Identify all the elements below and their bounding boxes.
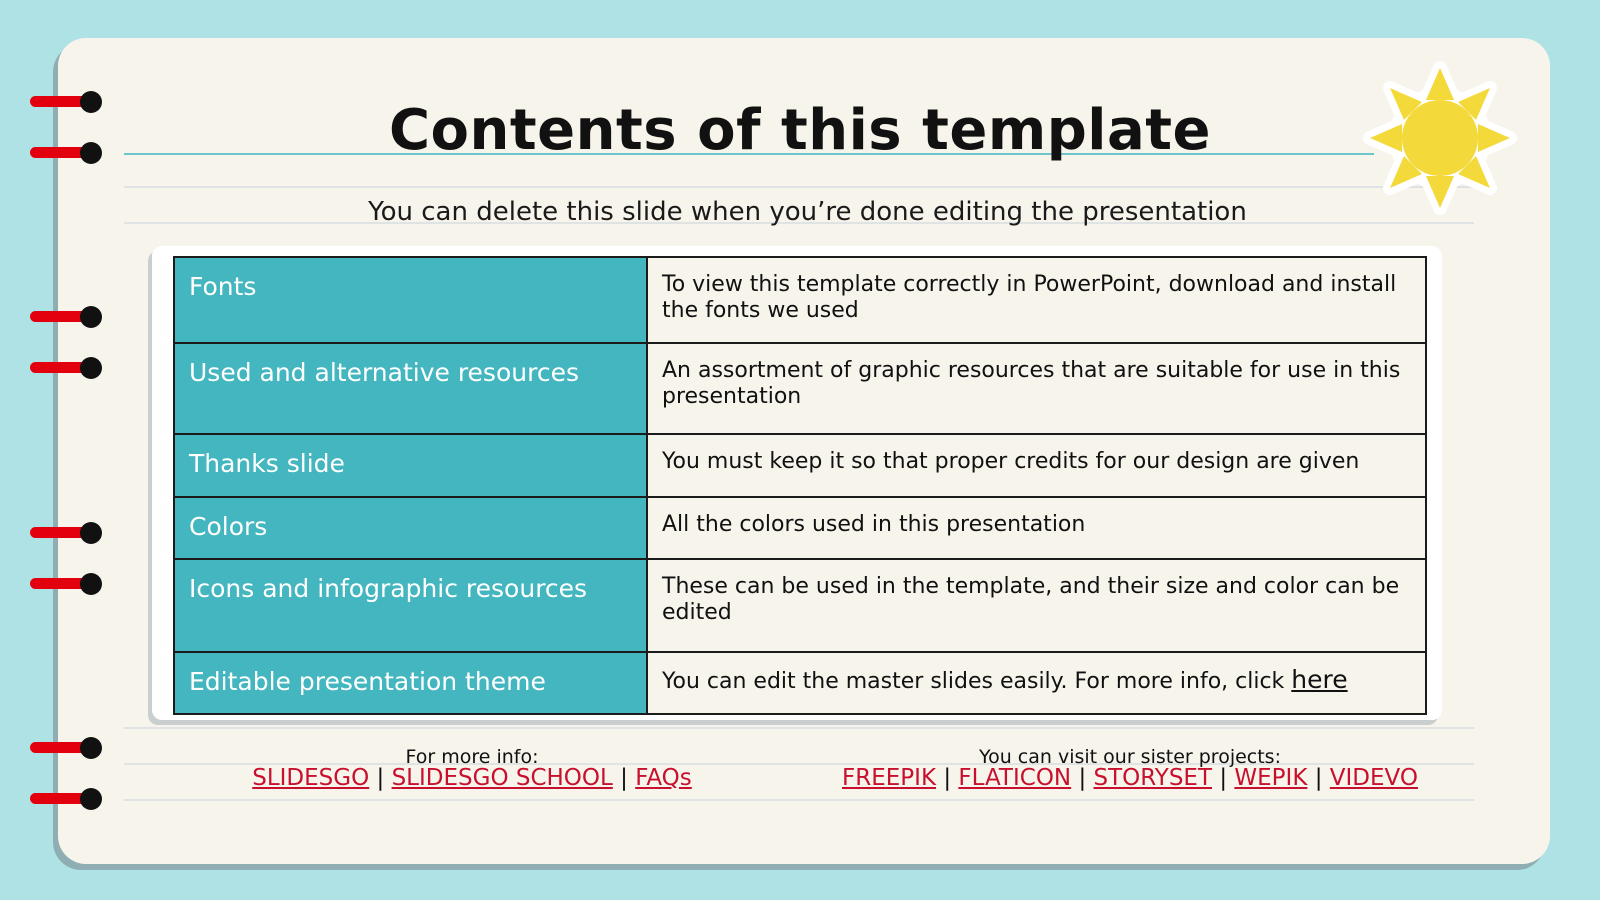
notebook-ring-icon <box>30 522 94 542</box>
row-description: These can be used in the template, and their size and color can be edited <box>647 559 1426 652</box>
link-separator: | <box>1212 765 1235 791</box>
footer-info-links <box>222 765 722 791</box>
storyset-link[interactable]: STORYSET <box>1093 765 1213 791</box>
table-row <box>174 434 1426 497</box>
link-separator: | <box>1071 765 1094 791</box>
table-row <box>174 497 1426 559</box>
videvo-link[interactable]: VIDEVO <box>1329 765 1418 791</box>
page-subtitle: You can delete this slide when you’re done editing the presentation <box>368 197 1247 227</box>
row-description: You must keep it so that proper credits for our design are given <box>647 434 1426 497</box>
flaticon-link[interactable]: FLATICON <box>958 765 1072 791</box>
row-description: To view this template correctly in PowerPoint, download and install the fonts we used <box>647 257 1426 343</box>
notebook-ring-icon <box>30 357 94 377</box>
page-title: Contents of this template <box>388 98 1212 163</box>
row-description: All the colors used in this presentation <box>647 497 1426 559</box>
table-row <box>174 257 1426 343</box>
wepik-link[interactable]: WEPIK <box>1234 765 1308 791</box>
row-description-text: You can edit the master slides easily. For more info, click <box>662 669 1292 694</box>
footer-sister-links <box>800 765 1460 791</box>
row-label: Icons and infographic resources <box>174 559 647 652</box>
ruled-line <box>124 186 1474 188</box>
notebook-ring-icon <box>30 737 94 757</box>
ruled-line <box>124 799 1474 801</box>
link-separator: | <box>1307 765 1330 791</box>
notebook-ring-icon <box>30 573 94 593</box>
row-label: Thanks slide <box>174 434 647 497</box>
contents-table <box>173 256 1427 715</box>
link-separator: | <box>369 765 392 791</box>
link-separator: | <box>936 765 959 791</box>
row-label: Used and alternative resources <box>174 343 647 434</box>
here-link[interactable]: here <box>1291 665 1348 694</box>
row-description: An assortment of graphic resources that are suitable for use in this presentation <box>647 343 1426 434</box>
slidesgo-link[interactable]: SLIDESGO <box>252 765 370 791</box>
notebook-ring-icon <box>30 788 94 808</box>
row-label: Colors <box>174 497 647 559</box>
faqs-link[interactable]: FAQs <box>635 765 692 791</box>
slidesgo-school-link[interactable]: SLIDESGO SCHOOL <box>391 765 613 791</box>
row-label: Editable presentation theme <box>174 652 647 714</box>
table-row <box>174 652 1426 714</box>
row-description <box>647 652 1426 714</box>
freepik-link[interactable]: FREEPIK <box>842 765 937 791</box>
table-row <box>174 343 1426 434</box>
link-separator: | <box>612 765 636 791</box>
notebook-ring-icon <box>30 306 94 326</box>
table-row <box>174 559 1426 652</box>
footer-info-label: For more info: <box>405 746 539 768</box>
row-label: Fonts <box>174 257 647 343</box>
footer-sister-label: You can visit our sister projects: <box>979 746 1281 768</box>
ruled-line <box>124 727 1474 729</box>
